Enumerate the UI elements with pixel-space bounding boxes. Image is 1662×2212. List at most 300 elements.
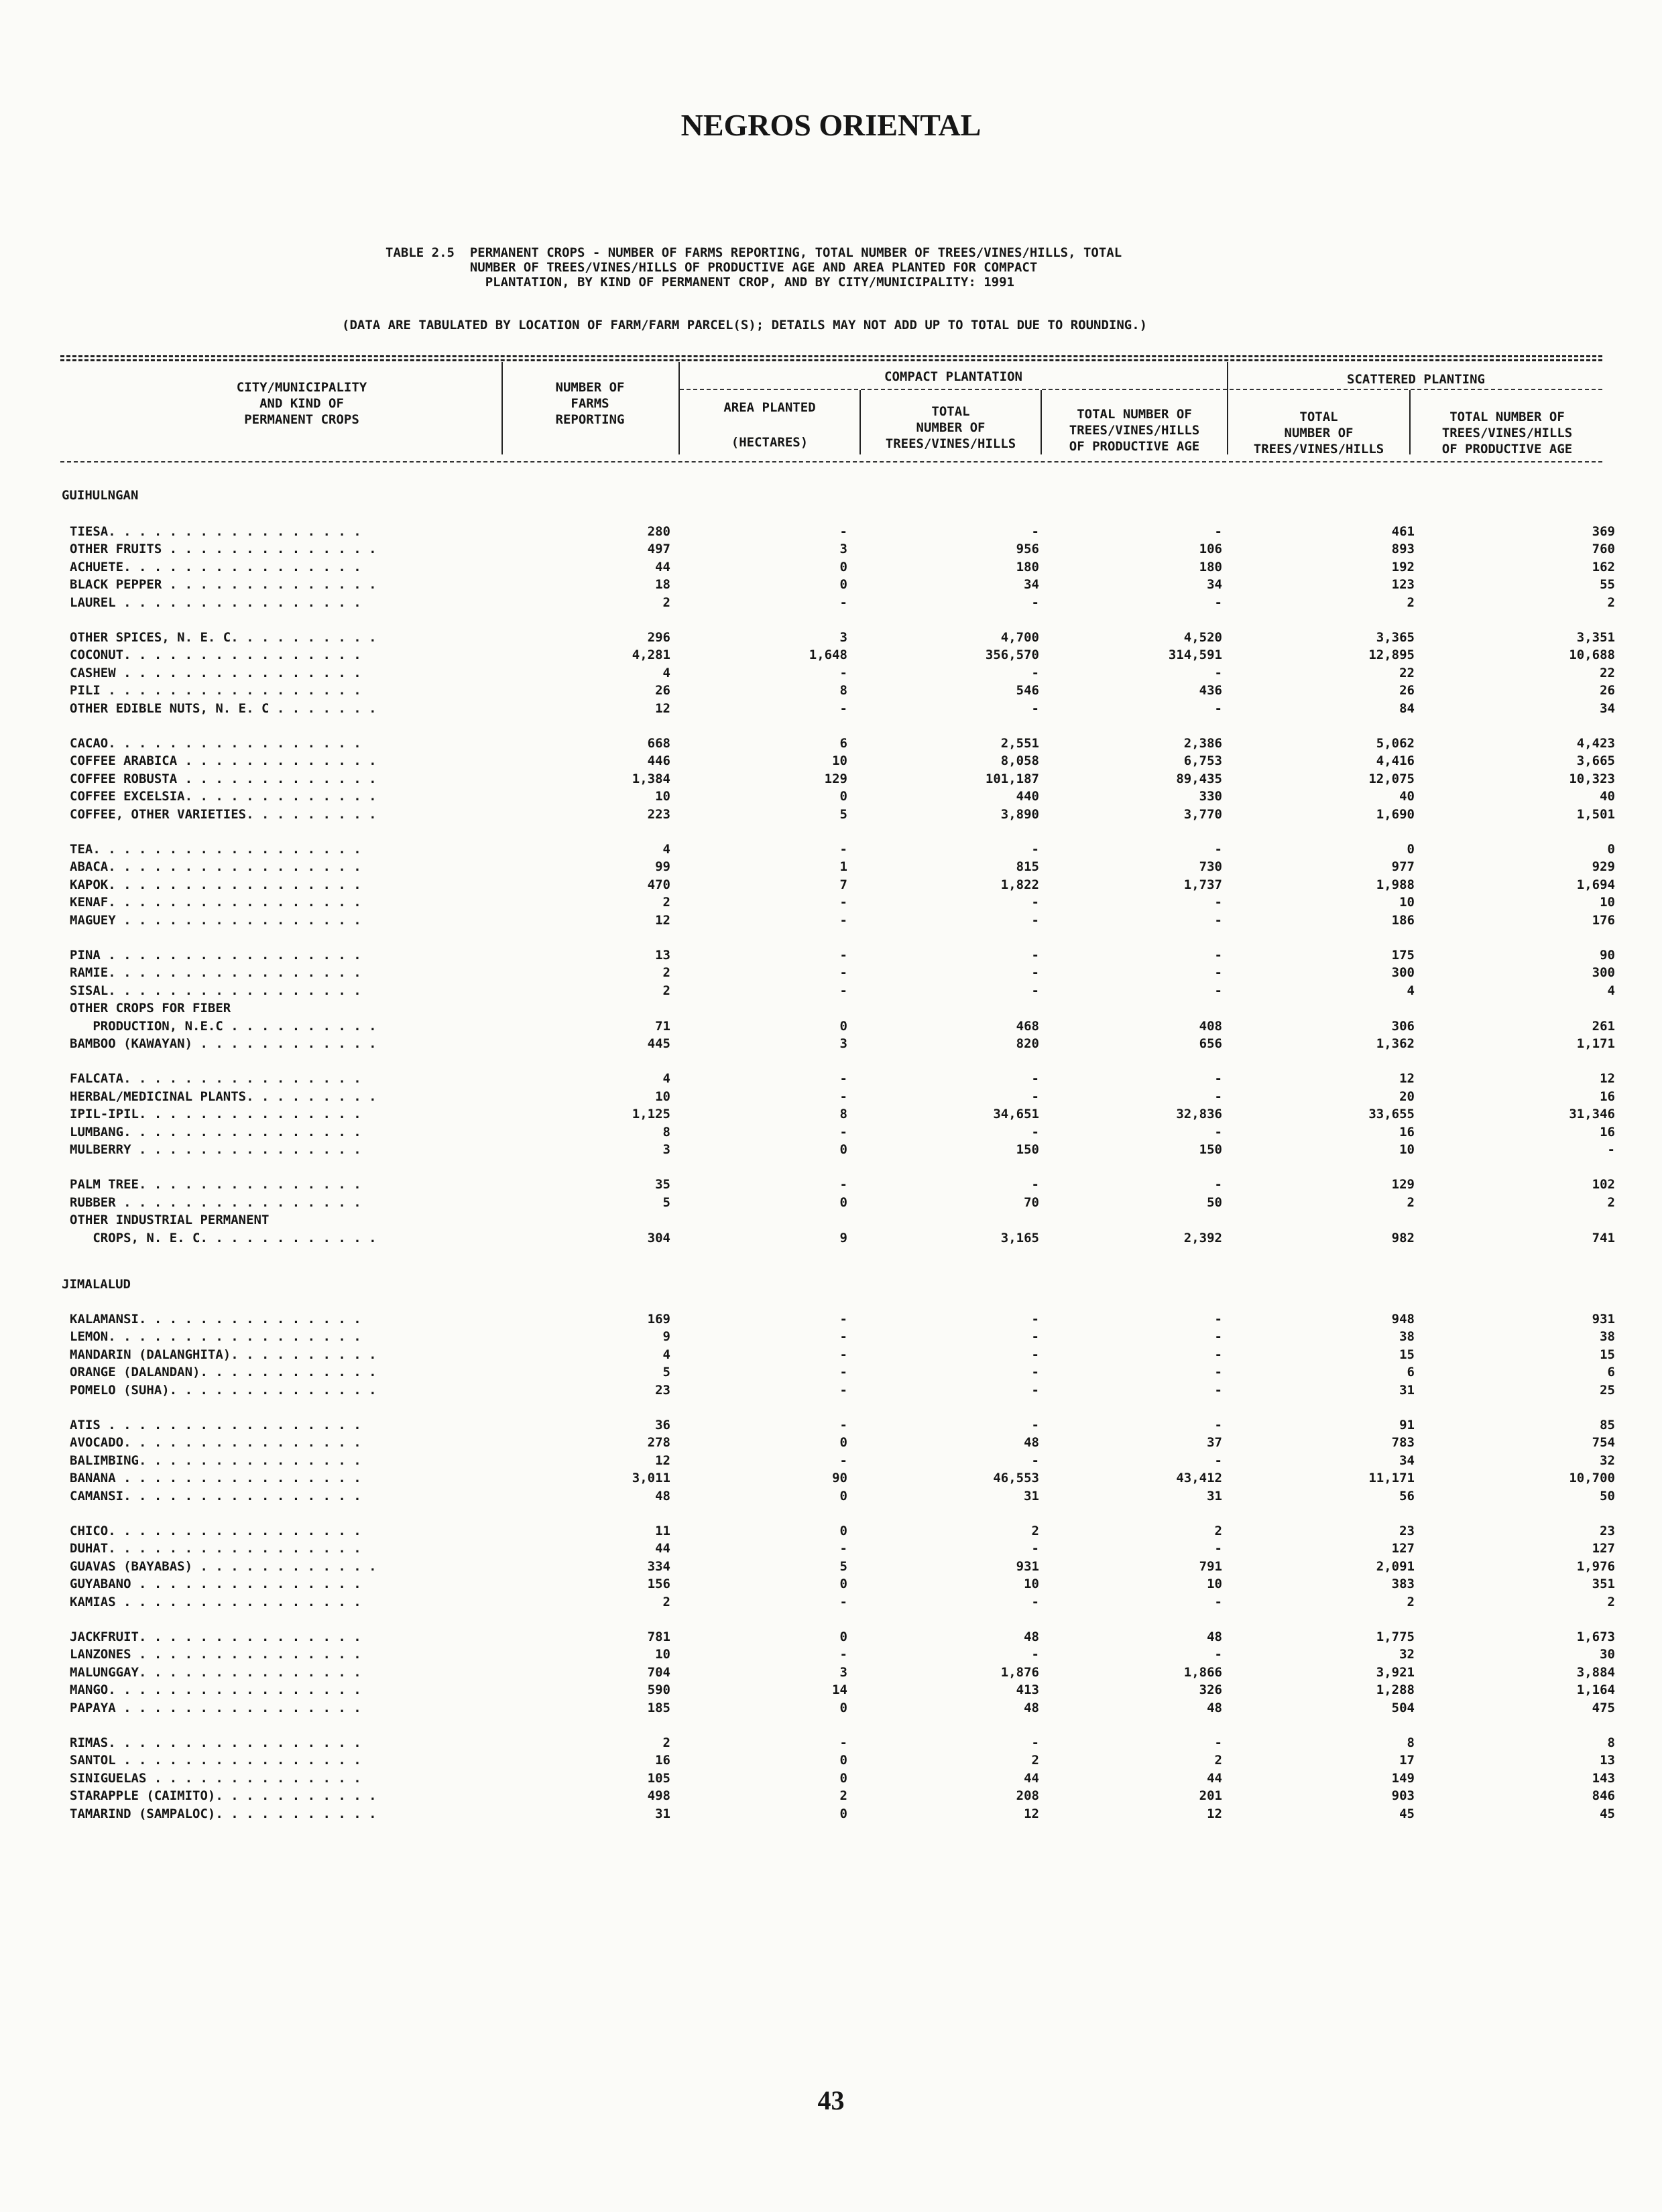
- table-row: [0, 1107, 1662, 1124]
- farms-reporting: 2: [662, 1735, 670, 1750]
- crop-name: BAMBOO (KAWAYAN) . . . . . . . . . . . .: [70, 1036, 377, 1051]
- crop-name: KAPOK. . . . . . . . . . . . . . . . .: [70, 877, 361, 892]
- compact-productive: 3,770: [1183, 807, 1222, 822]
- table-row: [0, 1806, 1662, 1824]
- compact-total: 4,700: [1000, 630, 1039, 645]
- compact-productive: 4,520: [1183, 630, 1222, 645]
- area-planted: -: [839, 1347, 847, 1362]
- crop-name: SISAL. . . . . . . . . . . . . . . . .: [70, 983, 361, 998]
- crop-name: PILI . . . . . . . . . . . . . . . . .: [70, 683, 361, 698]
- compact-productive: 2,386: [1183, 736, 1222, 751]
- compact-total: -: [1031, 1383, 1039, 1398]
- scattered-total: 903: [1391, 1788, 1415, 1803]
- compact-productive: 10: [1207, 1577, 1222, 1591]
- scattered-productive: 176: [1592, 913, 1615, 928]
- compact-productive: 50: [1207, 1195, 1222, 1210]
- scattered-productive: 90: [1600, 948, 1615, 963]
- crop-name: TEA. . . . . . . . . . . . . . . . . .: [70, 842, 361, 857]
- area-planted: 3: [839, 542, 847, 556]
- area-planted: -: [839, 1089, 847, 1104]
- crop-name: LUMBANG. . . . . . . . . . . . . . . .: [70, 1125, 361, 1140]
- farms-reporting: 5: [662, 1195, 670, 1210]
- table-row: [0, 1753, 1662, 1770]
- farms-reporting: 2: [662, 595, 670, 610]
- header-scattered-productive: TOTAL NUMBER OF TREES/VINES/HILLS OF PRODUCTIVE AGE: [1441, 410, 1573, 456]
- farms-reporting: 185: [647, 1701, 670, 1715]
- compact-total: -: [1031, 1177, 1039, 1192]
- farms-reporting: 4,281: [632, 648, 670, 662]
- table-row: [0, 1630, 1662, 1647]
- farms-reporting: 99: [655, 859, 670, 874]
- farms-reporting: 44: [655, 560, 670, 574]
- area-planted: 6: [839, 736, 847, 751]
- area-planted: 10: [832, 753, 847, 768]
- compact-productive: -: [1214, 1312, 1222, 1327]
- scattered-total: 31: [1399, 1383, 1415, 1398]
- scattered-total: 40: [1399, 789, 1415, 804]
- table-row: [0, 789, 1662, 806]
- compact-productive: 12: [1207, 1806, 1222, 1821]
- compact-total: -: [1031, 1453, 1039, 1468]
- crop-name: COFFEE EXCELSIA. . . . . . . . . . . . .: [70, 789, 377, 804]
- area-planted: -: [839, 1541, 847, 1556]
- compact-total: 468: [1016, 1019, 1039, 1034]
- area-planted: -: [839, 842, 847, 857]
- farms-reporting: 304: [647, 1231, 670, 1245]
- crop-name: TIESA. . . . . . . . . . . . . . . . .: [70, 524, 361, 539]
- table-note: (DATA ARE TABULATED BY LOCATION OF FARM/FARM PARCEL(S); DETAILS MAY NOT ADD UP TO TOTAL DUE TO ROUNDING.): [342, 318, 1148, 332]
- compact-total: -: [1031, 595, 1039, 610]
- compact-total: 48: [1024, 1701, 1039, 1715]
- scattered-productive: 475: [1592, 1701, 1615, 1715]
- compact-total: 34,651: [993, 1107, 1039, 1121]
- crop-name: RIMAS. . . . . . . . . . . . . . . . .: [70, 1735, 361, 1750]
- crop-name: COFFEE ARABICA . . . . . . . . . . . . .: [70, 753, 377, 768]
- area-planted: -: [839, 595, 847, 610]
- farms-reporting: 296: [647, 630, 670, 645]
- scattered-total: 982: [1391, 1231, 1415, 1245]
- area-planted: 0: [839, 1142, 847, 1157]
- scattered-total: 893: [1391, 542, 1415, 556]
- scattered-productive: 127: [1592, 1541, 1615, 1556]
- scattered-productive: 102: [1592, 1177, 1615, 1192]
- scattered-productive: 16: [1600, 1089, 1615, 1104]
- scattered-productive: 16: [1600, 1125, 1615, 1140]
- area-planted: -: [839, 666, 847, 680]
- crop-name: OTHER EDIBLE NUTS, N. E. C . . . . . . .: [70, 701, 377, 716]
- compact-total: -: [1031, 524, 1039, 539]
- farms-reporting: 10: [655, 789, 670, 804]
- scattered-productive: 351: [1592, 1577, 1615, 1591]
- table-row: [0, 1577, 1662, 1594]
- crop-name: RUBBER . . . . . . . . . . . . . . . .: [70, 1195, 361, 1210]
- farms-reporting: 23: [655, 1383, 670, 1398]
- table-row: [0, 842, 1662, 859]
- compact-productive: -: [1214, 1541, 1222, 1556]
- compact-total: 546: [1016, 683, 1039, 698]
- scattered-productive: 85: [1600, 1418, 1615, 1432]
- farms-reporting: 44: [655, 1541, 670, 1556]
- scattered-productive: 15: [1600, 1347, 1615, 1362]
- scattered-productive: 369: [1592, 524, 1615, 539]
- crop-name: AVOCADO. . . . . . . . . . . . . . . .: [70, 1435, 361, 1450]
- crop-name: OTHER FRUITS . . . . . . . . . . . . . .: [70, 542, 377, 556]
- scattered-total: 149: [1391, 1771, 1415, 1786]
- scattered-productive: 45: [1600, 1806, 1615, 1821]
- scattered-total: 56: [1399, 1489, 1415, 1503]
- table-row: [0, 1559, 1662, 1577]
- compact-productive: -: [1214, 1347, 1222, 1362]
- compact-total: -: [1031, 1089, 1039, 1104]
- scattered-productive: 32: [1600, 1453, 1615, 1468]
- table-row: [0, 1524, 1662, 1541]
- scattered-total: 1,690: [1376, 807, 1415, 822]
- scattered-total: 300: [1391, 965, 1415, 980]
- farms-reporting: 4: [662, 842, 670, 857]
- crop-name: KALAMANSI. . . . . . . . . . . . . . .: [70, 1312, 361, 1327]
- crop-name: CHICO. . . . . . . . . . . . . . . . .: [70, 1524, 361, 1538]
- compact-total: 356,570: [985, 648, 1039, 662]
- farms-reporting: 590: [647, 1682, 670, 1697]
- scattered-total: 123: [1391, 577, 1415, 592]
- page-number: 43: [817, 2085, 845, 2115]
- area-planted: 7: [839, 877, 847, 892]
- farms-reporting: 5: [662, 1365, 670, 1379]
- table-row: [0, 1071, 1662, 1089]
- area-planted: -: [839, 983, 847, 998]
- crop-name: MALUNGGAY. . . . . . . . . . . . . . .: [70, 1665, 361, 1680]
- scattered-total: 45: [1399, 1806, 1415, 1821]
- scattered-total: 3,921: [1376, 1665, 1415, 1680]
- farms-reporting: 470: [647, 877, 670, 892]
- table-row: [0, 1019, 1662, 1036]
- area-planted: -: [839, 948, 847, 963]
- area-planted: 2: [839, 1788, 847, 1803]
- table-row: [0, 948, 1662, 965]
- farms-reporting: 445: [647, 1036, 670, 1051]
- scattered-total: 306: [1391, 1019, 1415, 1034]
- area-planted: 129: [824, 772, 847, 786]
- scattered-total: 5,062: [1376, 736, 1415, 751]
- crop-name: KENAF. . . . . . . . . . . . . . . . .: [70, 895, 361, 910]
- compact-productive: 314,591: [1168, 648, 1222, 662]
- crop-name: KAMIAS . . . . . . . . . . . . . . . .: [70, 1595, 361, 1609]
- table-row: [0, 1541, 1662, 1558]
- area-planted: 9: [839, 1231, 847, 1245]
- crop-name: PALM TREE. . . . . . . . . . . . . . .: [70, 1177, 361, 1192]
- page-title: NEGROS ORIENTAL: [680, 108, 982, 142]
- table-row: [0, 1142, 1662, 1160]
- farms-reporting: 4: [662, 1347, 670, 1362]
- farms-reporting: 12: [655, 1453, 670, 1468]
- compact-productive: 656: [1199, 1036, 1222, 1051]
- scattered-productive: 261: [1592, 1019, 1615, 1034]
- scattered-total: 34: [1399, 1453, 1415, 1468]
- crop-name: SINIGUELAS . . . . . . . . . . . . . .: [70, 1771, 361, 1786]
- farms-reporting: 1,125: [632, 1107, 670, 1121]
- table-row: [0, 683, 1662, 700]
- crop-name: RAMIE. . . . . . . . . . . . . . . . .: [70, 965, 361, 980]
- compact-total: 815: [1016, 859, 1039, 874]
- scattered-total: 2: [1407, 595, 1415, 610]
- table-row: [0, 1453, 1662, 1471]
- table-row: [0, 1089, 1662, 1107]
- compact-productive: 1,866: [1183, 1665, 1222, 1680]
- area-planted: 3: [839, 1665, 847, 1680]
- scattered-productive: 0: [1607, 842, 1615, 857]
- table-row: [0, 666, 1662, 683]
- scattered-productive: 4: [1607, 983, 1615, 998]
- crop-name: COFFEE ROBUSTA . . . . . . . . . . . . .: [70, 772, 377, 786]
- scattered-total: 127: [1391, 1541, 1415, 1556]
- table-row: [0, 1312, 1662, 1329]
- scattered-productive: 1,976: [1576, 1559, 1615, 1574]
- area-planted: -: [839, 965, 847, 980]
- compact-total: 12: [1024, 1806, 1039, 1821]
- compact-productive: -: [1214, 701, 1222, 716]
- header-top-rule-2: [60, 359, 1602, 361]
- compact-total: 413: [1016, 1682, 1039, 1697]
- area-planted: 8: [839, 683, 847, 698]
- area-planted: 0: [839, 1771, 847, 1786]
- table-row: [0, 983, 1662, 1001]
- farms-reporting: 223: [647, 807, 670, 822]
- scattered-productive: 34: [1600, 701, 1615, 716]
- header-group-rule: [680, 389, 1602, 390]
- scattered-total: 192: [1391, 560, 1415, 574]
- area-planted: 5: [839, 1559, 847, 1574]
- area-planted: 0: [839, 1019, 847, 1034]
- farms-reporting: 31: [655, 1806, 670, 1821]
- crop-name: CROPS, N. E. C. . . . . . . . . . . .: [70, 1231, 377, 1245]
- scattered-productive: 143: [1592, 1771, 1615, 1786]
- header-divider: [501, 362, 503, 454]
- crop-name: IPIL-IPIL. . . . . . . . . . . . . . .: [70, 1107, 361, 1121]
- compact-productive: -: [1214, 948, 1222, 963]
- scattered-productive: 1,171: [1576, 1036, 1615, 1051]
- scattered-total: 3,365: [1376, 630, 1415, 645]
- scattered-total: 2: [1407, 1195, 1415, 1210]
- crop-name: SANTOL . . . . . . . . . . . . . . . .: [70, 1753, 361, 1768]
- compact-productive: -: [1214, 983, 1222, 998]
- header-compact-productive: TOTAL NUMBER OF TREES/VINES/HILLS OF PRODUCTIVE AGE: [1069, 407, 1200, 454]
- scattered-total: 10: [1399, 895, 1415, 910]
- header-compact-total: TOTAL NUMBER OF TREES/VINES/HILLS: [885, 404, 1016, 451]
- table-row: [0, 1383, 1662, 1400]
- scattered-total: 129: [1391, 1177, 1415, 1192]
- farms-reporting: 334: [647, 1559, 670, 1574]
- scattered-total: 12,075: [1368, 772, 1415, 786]
- crop-name: ACHUETE. . . . . . . . . . . . . . . .: [70, 560, 361, 574]
- scattered-productive: 300: [1592, 965, 1615, 980]
- compact-total: -: [1031, 701, 1039, 716]
- compact-total: 34: [1024, 577, 1039, 592]
- table-row: [0, 1195, 1662, 1213]
- farms-reporting: 156: [647, 1577, 670, 1591]
- farms-reporting: 10: [655, 1647, 670, 1662]
- scattered-total: 948: [1391, 1312, 1415, 1327]
- area-planted: -: [839, 1595, 847, 1609]
- scattered-productive: 13: [1600, 1753, 1615, 1768]
- compact-total: 3,890: [1000, 807, 1039, 822]
- crop-name: POMELO (SUHA). . . . . . . . . . . . . .: [70, 1383, 377, 1398]
- table-row: [0, 1647, 1662, 1664]
- scattered-productive: 2: [1607, 595, 1615, 610]
- scattered-total: 15: [1399, 1347, 1415, 1362]
- compact-productive: 44: [1207, 1771, 1222, 1786]
- compact-productive: 2,392: [1183, 1231, 1222, 1245]
- compact-productive: 408: [1199, 1019, 1222, 1034]
- compact-total: 48: [1024, 1630, 1039, 1644]
- crop-name: MAGUEY . . . . . . . . . . . . . . . .: [70, 913, 361, 928]
- compact-productive: 37: [1207, 1435, 1222, 1450]
- table-row: [0, 1177, 1662, 1194]
- scattered-productive: 931: [1592, 1312, 1615, 1327]
- scattered-productive: 929: [1592, 859, 1615, 874]
- compact-productive: 201: [1199, 1788, 1222, 1803]
- table-row: [0, 630, 1662, 648]
- crop-name: ATIS . . . . . . . . . . . . . . . . .: [70, 1418, 361, 1432]
- area-planted: 0: [839, 560, 847, 574]
- scattered-total: 84: [1399, 701, 1415, 716]
- farms-reporting: 3: [662, 1142, 670, 1157]
- scattered-productive: 741: [1592, 1231, 1615, 1245]
- farms-reporting: 668: [647, 736, 670, 751]
- scattered-total: 783: [1391, 1435, 1415, 1450]
- crop-name: MANDARIN (DALANGHITA). . . . . . . . . .: [70, 1347, 377, 1362]
- scattered-total: 4,416: [1376, 753, 1415, 768]
- scattered-productive: 2: [1607, 1195, 1615, 1210]
- table-row: [0, 1489, 1662, 1506]
- compact-total: -: [1031, 1595, 1039, 1609]
- scattered-total: 12: [1399, 1071, 1415, 1086]
- scattered-total: 16: [1399, 1125, 1415, 1140]
- scattered-productive: 8: [1607, 1735, 1615, 1750]
- header-bottom-rule: [60, 461, 1602, 463]
- municipality-heading: GUIHULNGAN: [62, 488, 139, 503]
- area-planted: -: [839, 1312, 847, 1327]
- table-row: [0, 1595, 1662, 1612]
- scattered-total: 23: [1399, 1524, 1415, 1538]
- area-planted: -: [839, 1383, 847, 1398]
- farms-reporting: 2: [662, 1595, 670, 1609]
- crop-name: ABACA. . . . . . . . . . . . . . . . .: [70, 859, 361, 874]
- farms-reporting: 446: [647, 753, 670, 768]
- scattered-total: 8: [1407, 1735, 1415, 1750]
- scattered-total: 186: [1391, 913, 1415, 928]
- farms-reporting: 169: [647, 1312, 670, 1327]
- table-row: [0, 1665, 1662, 1682]
- table-row: [0, 1682, 1662, 1700]
- farms-reporting: 3,011: [632, 1471, 670, 1485]
- compact-total: -: [1031, 1365, 1039, 1379]
- crop-name: LANZONES . . . . . . . . . . . . . . .: [70, 1647, 361, 1662]
- compact-productive: 48: [1207, 1630, 1222, 1644]
- table-row: [0, 1435, 1662, 1453]
- compact-productive: -: [1214, 1647, 1222, 1662]
- scattered-total: 1,775: [1376, 1630, 1415, 1644]
- area-planted: 0: [839, 1524, 847, 1538]
- table-row: [0, 1418, 1662, 1435]
- scattered-total: 17: [1399, 1753, 1415, 1768]
- scattered-total: 26: [1399, 683, 1415, 698]
- crop-name: BANANA . . . . . . . . . . . . . . . .: [70, 1471, 361, 1485]
- scattered-productive: 30: [1600, 1647, 1615, 1662]
- header-scattered-planting: SCATTERED PLANTING: [1347, 372, 1485, 387]
- area-planted: -: [839, 1329, 847, 1344]
- area-planted: 0: [839, 1435, 847, 1450]
- area-planted: 1: [839, 859, 847, 874]
- scattered-total: 6: [1407, 1365, 1415, 1379]
- table-row: [0, 1231, 1662, 1248]
- farms-reporting: 1,384: [632, 772, 670, 786]
- compact-productive: 436: [1199, 683, 1222, 698]
- compact-total: -: [1031, 1647, 1039, 1662]
- compact-total: 8,058: [1000, 753, 1039, 768]
- compact-productive: 106: [1199, 542, 1222, 556]
- area-planted: 14: [832, 1682, 847, 1697]
- area-planted: -: [839, 1365, 847, 1379]
- farms-reporting: 280: [647, 524, 670, 539]
- area-planted: 0: [839, 1195, 847, 1210]
- compact-productive: -: [1214, 666, 1222, 680]
- farms-reporting: 12: [655, 701, 670, 716]
- scattered-total: 11,171: [1368, 1471, 1415, 1485]
- compact-productive: 34: [1207, 577, 1222, 592]
- scattered-total: 10: [1399, 1142, 1415, 1157]
- farms-reporting: 13: [655, 948, 670, 963]
- scattered-productive: 10: [1600, 895, 1615, 910]
- compact-total: 440: [1016, 789, 1039, 804]
- area-planted: 3: [839, 630, 847, 645]
- compact-total: 101,187: [985, 772, 1039, 786]
- farms-reporting: 48: [655, 1489, 670, 1503]
- table-row: [0, 1125, 1662, 1142]
- scattered-total: 1,288: [1376, 1682, 1415, 1697]
- crop-name: CASHEW . . . . . . . . . . . . . . . .: [70, 666, 361, 680]
- area-planted: -: [839, 701, 847, 716]
- compact-total: 2,551: [1000, 736, 1039, 751]
- farms-reporting: 10: [655, 1089, 670, 1104]
- header-compact-plantation: COMPACT PLANTATION: [884, 369, 1022, 384]
- farms-reporting: 4: [662, 666, 670, 680]
- compact-productive: 730: [1199, 859, 1222, 874]
- farms-reporting: 9: [662, 1329, 670, 1344]
- crop-name: OTHER INDUSTRIAL PERMANENT: [70, 1213, 270, 1227]
- compact-productive: 150: [1199, 1142, 1222, 1157]
- crop-name: OTHER SPICES, N. E. C. . . . . . . . . .: [70, 630, 377, 645]
- scattered-productive: 38: [1600, 1329, 1615, 1344]
- scattered-productive: 31,346: [1569, 1107, 1615, 1121]
- scattered-productive: -: [1607, 1142, 1615, 1157]
- scattered-productive: 25: [1600, 1383, 1615, 1398]
- area-planted: 90: [832, 1471, 847, 1485]
- compact-productive: -: [1214, 895, 1222, 910]
- area-planted: -: [839, 913, 847, 928]
- scattered-total: 977: [1391, 859, 1415, 874]
- compact-total: 150: [1016, 1142, 1039, 1157]
- compact-productive: 6,753: [1183, 753, 1222, 768]
- crop-name: ORANGE (DALANDAN). . . . . . . . . . . .: [70, 1365, 377, 1379]
- compact-productive: -: [1214, 965, 1222, 980]
- compact-productive: -: [1214, 842, 1222, 857]
- compact-total: -: [1031, 895, 1039, 910]
- crop-name: PRODUCTION, N.E.C . . . . . . . . . .: [70, 1019, 377, 1034]
- compact-productive: 31: [1207, 1489, 1222, 1503]
- farms-reporting: 781: [647, 1630, 670, 1644]
- table-row: [0, 542, 1662, 559]
- scattered-productive: 1,673: [1576, 1630, 1615, 1644]
